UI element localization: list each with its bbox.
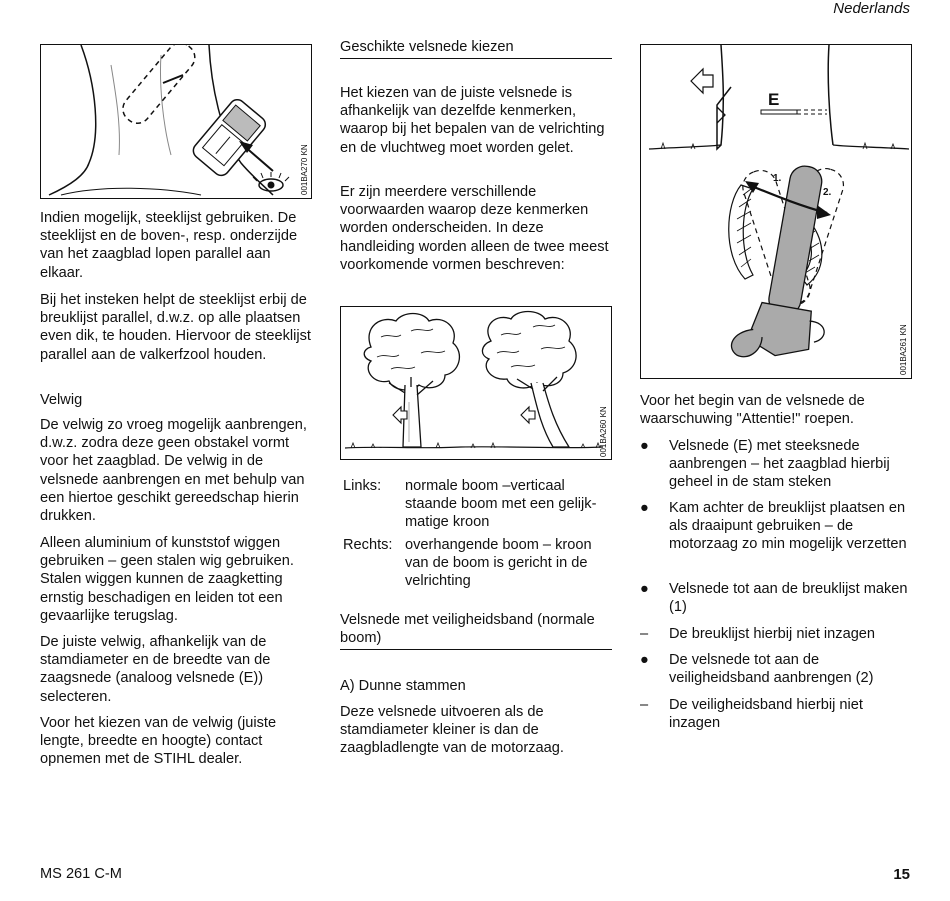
section-heading-velwig: Velwig (40, 392, 83, 408)
list-item-text: Velsnede (E) met steeksnede aanbrengen – het zaagblad hierbij geheel in de stam steken (669, 438, 890, 491)
bullet-marker: ● (640, 652, 649, 668)
list-item-text: Kam achter de breuklijst plaatsen en als draaipunt gebruiken – de motorzaag zo min mogelijk verzetten (669, 500, 907, 553)
figure-label-1: 1. (773, 173, 782, 184)
list-item (640, 696, 912, 732)
paragraph: Deze velsnede uitvoeren als de stamdiameter kleiner is dan de zaagbladlengte van de motorzaag. (340, 704, 564, 757)
definition-right (343, 536, 612, 591)
page-number: 15 (893, 866, 910, 883)
list-item-text: Velsnede tot aan de breuklijst maken (1) (669, 581, 908, 616)
paragraph: Voor het begin van de velsnede de waarschuwing "Attentie!" roepen. (640, 393, 865, 428)
section-heading-veiligheidsband: Velsnede met veiligheidsband (normale boom) (340, 611, 612, 650)
figure-saw-bore-cut (40, 44, 312, 199)
definition-term: Rechts: (343, 537, 393, 553)
figure-label-2: 2. (823, 187, 832, 198)
definition-description: overhangende boom – kroon van de boom is gericht in de velrichting (405, 537, 592, 590)
subheading-dunne-stammen: A) Dunne stammen (340, 678, 466, 694)
list-item-text: De velsnede tot aan de veiligheidsband aanbrengen (2) (669, 652, 874, 687)
section-heading-velsnede-kiezen: Geschikte velsnede kiezen (340, 38, 612, 59)
list-item (640, 499, 912, 554)
definition-description: normale boom –verticaal staande boom met een gelijk-matige kroon (405, 478, 597, 531)
paragraph: Bij het insteken helpt de steeklijst erbij de breuklijst parallel, d.w.z. op alle plaatsen even dik, te houden. Hiervoor de steeklijst parallel aan de valkerfzool houden. (40, 292, 311, 363)
dash-marker: – (640, 697, 649, 713)
figure-id-label: 001BA261 KN (899, 324, 908, 375)
bullet-marker: ● (640, 581, 649, 597)
list-item-text: De veiligheidsband hierbij niet inzagen (669, 697, 863, 732)
header-language: Nederlands (833, 0, 910, 17)
definition-term: Links: (343, 478, 382, 494)
paragraph: De juiste velwig, afhankelijk van de stamdiameter en de breedte van de zaagsnede (analoog velsnede (E)) selecteren. (40, 634, 271, 705)
bullet-marker: ● (640, 500, 649, 516)
list-item (640, 651, 912, 687)
list-item (640, 437, 912, 492)
figure-label-e: E (768, 90, 780, 109)
list-item-text: De breuklijst hierbij niet inzagen (669, 626, 876, 642)
figure-tree-types (340, 306, 612, 460)
paragraph: Er zijn meerdere verschillende voorwaarden waarop deze kenmerken worden onderscheiden. In deze handleiding worden alleen de twee meest voorkomende vormen beschreven: (340, 184, 609, 273)
definition-left (343, 477, 612, 532)
saw-bore-cut-illustration (41, 45, 312, 199)
dash-marker: – (640, 626, 649, 642)
footer-model: MS 261 C-M (40, 866, 122, 882)
list-item (640, 625, 912, 643)
figure-bore-cut-sequence (640, 44, 912, 379)
figure-id-label: 001BA260 KN (599, 406, 608, 457)
figure-id-label: 001BA270 KN (300, 144, 309, 195)
bore-cut-sequence-illustration (641, 45, 912, 379)
paragraph: Alleen aluminium of kunststof wiggen gebruiken – geen stalen wig gebruiken. Stalen wiggen kunnen de zaagketting ernstig beschadigen en leiden tot een gevaarlijke terugslag. (40, 535, 294, 624)
tree-types-illustration (341, 307, 612, 460)
bullet-marker: ● (640, 438, 649, 454)
paragraph: De velwig zo vroeg mogelijk aanbrengen, d.w.z. zodra deze geen obstakel vormt voor het zaagblad. De velwig in de velsnede aanbrengen en met behulp van een hiertoe geschikt gereedschap hierin drukken. (40, 417, 307, 525)
paragraph: Het kiezen van de juiste velsnede is afhankelijk van dezelfde kenmerken, waarop bij het bepalen van de velrichting en de vluchtweg moet worden gelet. (340, 85, 605, 156)
list-item (640, 580, 912, 616)
paragraph: Voor het kiezen van de velwig (juiste lengte, breedte en hoogte) contact opnemen met de STIHL dealer. (40, 715, 277, 768)
paragraph: Indien mogelijk, steeklijst gebruiken. De steeklijst en de boven-, resp. onderzijde van het zaagblad lopen parallel aan elkaar. (40, 210, 298, 281)
